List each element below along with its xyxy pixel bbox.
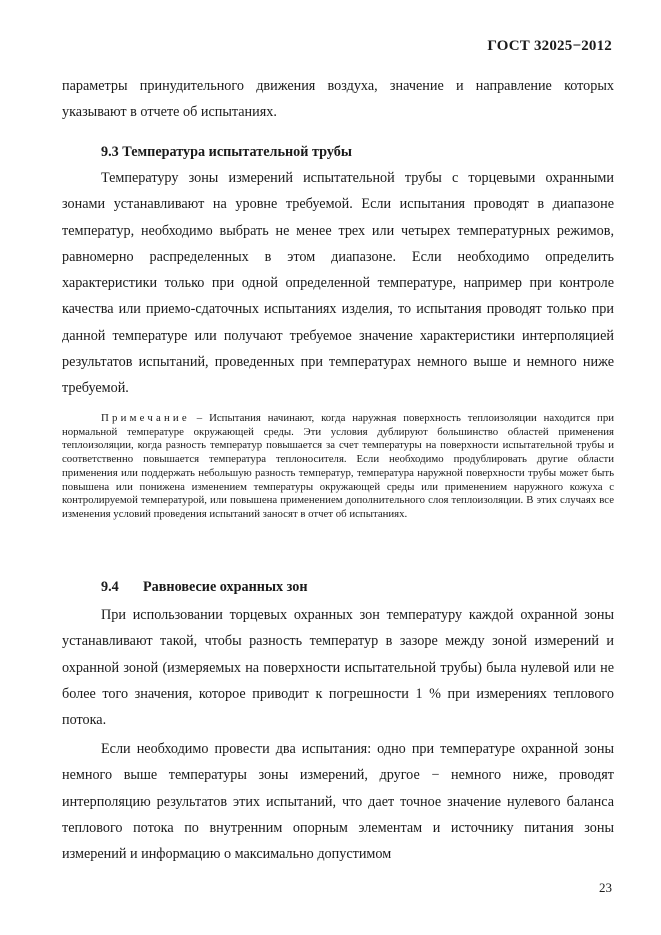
section-heading-9-4 <box>101 579 308 596</box>
continuation-paragraph: параметры принудительного движения воздуха, значение и направление которых указывают в отчете об испытаниях. <box>62 78 614 121</box>
section-heading-9-3: 9.3 Температура испытательной трубы <box>101 144 352 160</box>
note-text: Испытания начинают, когда наружная поверхность теплоизоляции находится при нормальной температуре окружающей среды. Эти условия дублируют большинство областей применения теплоизоляции, когда разность температур повышается за счет температуры на поверхности испытательной трубы и соответственно повышается температура теплоносителя. Если необходимо продублировать другие области применения или поддержать небольшую разность температур, температура наружной поверхности трубы может быть повышена или понижена изменением температуры окружающей среды или применением наружного кожуха с контролируемой температурой, или повышена применением дополнительного слоя теплоизоляции. В этих случаях все изменения условий проведения испытаний заносят в отчет об испытаниях. <box>62 412 615 520</box>
page-number: 23 <box>599 880 612 895</box>
standard-designation: ГОСТ 32025−2012 <box>487 38 612 54</box>
note-label: Примечание <box>101 412 190 424</box>
note-block <box>62 412 614 522</box>
note-dash: – <box>196 412 203 424</box>
section-title: Равновесие охранных зон <box>143 579 308 595</box>
section-9-4-paragraph-1: При использовании торцевых охранных зон температуру каждой охранной зоны устанавливают такой, чтобы разность температур в зазоре между зоной измерений и охранной зоной (измеряемых на поверхности испытательной трубы) была нулевой или не более того значения, которое приводит к погрешности 1 % при измерениях теплового потока. <box>62 607 614 729</box>
section-9-3-paragraph: Температуру зоны измерений испытательной трубы с торцевыми охранными зонами устанавливают на уровне требуемой. Если испытания проводят в диапазоне температур, необходимо выбрать не менее трех или четырех температурных режимов, равномерно распределенных в этом диапазоне. Если необходимо определить характеристики только при одной определенной температуре, например при контроле качества или приемо-сдаточных испытаниях изделия, то испытания проводят только при данной температуре или получают требуемое значение характеристики интерполяцией результатов испытаний, проведенных при температурах немного выше и немного ниже требуемой. <box>62 170 614 397</box>
section-9-4-paragraph-2: Если необходимо провести два испытания: одно при температуре охранной зоны немного выше температуры зоны измерений, другое − немного ниже, проводят интерполяцию результатов этих испытаний, что дает точное значение нулевого баланса теплового потока по внутренним опорным элементам и источнику питания зоны измерений и информацию о максимально допустимом <box>62 741 614 863</box>
section-number: 9.4 <box>101 579 119 595</box>
